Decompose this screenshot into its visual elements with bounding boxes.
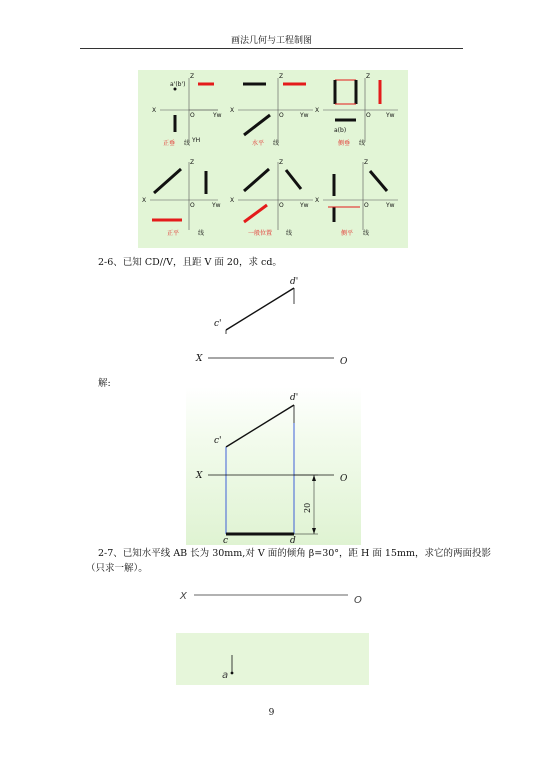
svg-text:X: X xyxy=(196,471,203,481)
label-c: c xyxy=(223,536,229,545)
header-rule xyxy=(80,48,463,49)
svg-text:X: X xyxy=(230,197,235,204)
svg-text:线: 线 xyxy=(359,140,366,147)
axis-o: O xyxy=(190,112,195,119)
svg-text:Yw: Yw xyxy=(300,202,309,209)
svg-text:O: O xyxy=(340,474,348,484)
caption-row2-1: 正平 xyxy=(167,230,180,237)
svg-text:Z: Z xyxy=(364,159,369,166)
svg-text:Z: Z xyxy=(279,159,284,166)
running-header: 画法几何与工程制图 xyxy=(230,36,312,46)
caption-row1-1: 正垂 xyxy=(163,140,176,147)
svg-text:O: O xyxy=(279,112,284,119)
svg-text:Yw: Yw xyxy=(212,202,221,209)
caption-row1-3: 侧垂 xyxy=(338,140,351,147)
svg-text:线: 线 xyxy=(273,140,280,147)
svg-text:线: 线 xyxy=(198,230,205,237)
label-a: a xyxy=(222,670,229,681)
line-position-figure xyxy=(138,70,408,248)
problem-2-7-diagram xyxy=(176,585,371,685)
svg-text:X: X xyxy=(315,107,320,114)
label-d-prime: d' xyxy=(290,277,299,287)
svg-text:线: 线 xyxy=(363,230,370,237)
axis-x-label-27: X xyxy=(180,591,187,602)
label-c-prime: c' xyxy=(214,319,222,329)
svg-text:Z: Z xyxy=(279,73,284,80)
axis-x: X xyxy=(152,107,157,114)
svg-text:O: O xyxy=(366,112,371,119)
solution-label: 解: xyxy=(98,378,111,389)
problem-2-6-diagram xyxy=(186,272,361,372)
svg-text:线: 线 xyxy=(286,230,293,237)
svg-text:X: X xyxy=(315,197,320,204)
axis-z: Z xyxy=(190,73,195,80)
dim-20: 20 xyxy=(303,502,312,513)
svg-text:Yw: Yw xyxy=(386,202,395,209)
problem-2-7-line1: 2-7、已知水平线 AB 长为 30mm,对 V 面的倾角 β=30°，距 H 面 15mm，求它的两面投影 xyxy=(98,548,491,559)
label-ab-prime: a'(b') xyxy=(170,81,186,88)
axis-o-label-27: O xyxy=(354,595,362,606)
axis-yw: Yw xyxy=(213,112,222,119)
caption-row2-3: 侧平 xyxy=(341,230,354,237)
problem-2-6-text: 2-6、已知 CD//V，且距 V 面 20，求 cd。 xyxy=(98,257,282,268)
solution-diagram xyxy=(186,387,361,545)
line-position-svg xyxy=(138,70,408,248)
svg-text:X: X xyxy=(230,107,235,114)
svg-text:O: O xyxy=(279,202,284,209)
svg-text:Yw: Yw xyxy=(386,112,395,119)
svg-text:线: 线 xyxy=(184,140,191,147)
axis-x-label: X xyxy=(196,354,203,364)
svg-text:d': d' xyxy=(290,393,299,403)
svg-text:c': c' xyxy=(214,436,222,446)
caption-row2-2: 一般位置 xyxy=(248,230,273,237)
svg-text:Yw: Yw xyxy=(300,112,309,119)
axis-o-label: O xyxy=(340,357,348,367)
svg-text:O: O xyxy=(364,202,369,209)
svg-text:O: O xyxy=(190,202,195,209)
caption-row1-2: 水平 xyxy=(252,140,265,147)
svg-text:Z: Z xyxy=(190,159,195,166)
axis-yh: YH xyxy=(192,137,201,144)
label-d: d xyxy=(290,536,296,545)
svg-text:Z: Z xyxy=(366,73,371,80)
svg-text:X: X xyxy=(142,197,147,204)
svg-text:a(b): a(b) xyxy=(334,127,347,134)
page-number: 9 xyxy=(268,708,275,718)
problem-2-7-line2: （只求一解）。 xyxy=(86,563,148,574)
